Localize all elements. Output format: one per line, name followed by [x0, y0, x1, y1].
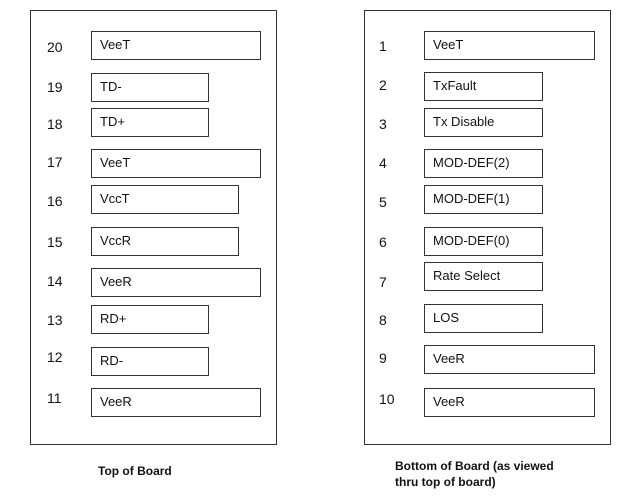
pin-label-box: MOD-DEF(1) [424, 185, 543, 214]
bottom-of-board-caption-line2: thru top of board) [395, 475, 496, 489]
bottom-of-board-caption-line1: Bottom of Board (as viewed [395, 459, 554, 473]
pin-label-box: VeeR [424, 345, 595, 374]
pin-label-box: RD- [91, 347, 209, 376]
pin-label-box: MOD-DEF(2) [424, 149, 543, 178]
pin-number: 20 [47, 39, 63, 55]
pin-label-box: VeeR [91, 388, 261, 417]
pin-label-box: TD- [91, 73, 209, 102]
pin-number: 14 [47, 273, 63, 289]
pin-label-box: VeeR [424, 388, 595, 417]
pin-number: 8 [379, 312, 387, 328]
pin-label-box: VeeT [91, 31, 261, 60]
pin-number: 4 [379, 155, 387, 171]
pin-number: 19 [47, 79, 63, 95]
pin-number: 6 [379, 234, 387, 250]
pin-label-box: TD+ [91, 108, 209, 137]
pin-number: 5 [379, 194, 387, 210]
pin-label-box: VccR [91, 227, 239, 256]
pin-label-box: VeeT [91, 149, 261, 178]
pin-label-box: TxFault [424, 72, 543, 101]
pin-label-box: VeeR [91, 268, 261, 297]
pin-number: 17 [47, 154, 63, 170]
pin-number: 16 [47, 193, 63, 209]
pin-number: 2 [379, 77, 387, 93]
pin-number: 3 [379, 116, 387, 132]
pin-label-box: VeeT [424, 31, 595, 60]
pin-label-box: RD+ [91, 305, 209, 334]
pin-number: 12 [47, 349, 63, 365]
pin-number: 10 [379, 391, 395, 407]
pin-label-box: Tx Disable [424, 108, 543, 137]
pin-label-box: VccT [91, 185, 239, 214]
top-of-board-panel [30, 10, 277, 445]
pin-number: 18 [47, 116, 63, 132]
pin-label-box: MOD-DEF(0) [424, 227, 543, 256]
pin-number: 15 [47, 234, 63, 250]
pin-number: 13 [47, 312, 63, 328]
pin-label-box: LOS [424, 304, 543, 333]
top-of-board-caption: Top of Board [98, 464, 172, 478]
pin-number: 11 [47, 390, 62, 406]
pin-label-box: Rate Select [424, 262, 543, 291]
pin-number: 9 [379, 350, 387, 366]
pin-number: 1 [379, 38, 387, 54]
bottom-of-board-panel [364, 10, 611, 445]
pin-number: 7 [379, 274, 387, 290]
